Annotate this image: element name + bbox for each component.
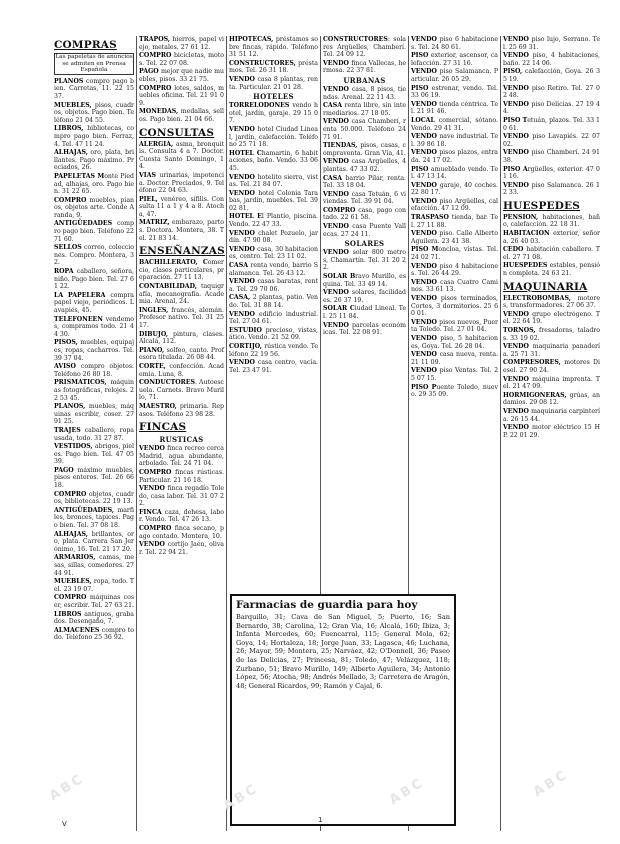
finca-ad: VENDO casa Chamberí, renta 50.000. Teléfono 24 71 91. [323, 118, 406, 141]
finca-ad: VENDO piso, 4 habitaciones, baño. 22 14 06. [503, 52, 600, 67]
notice-box [54, 53, 134, 75]
consulta-ad: ALERGIA, asma, bronquitis. Consulta 4 a 7. Doctor. Cuesta Santo Domingo, 14. [139, 140, 224, 171]
compra-ad: COMPRO muebles, pianos, objetos arte. Conde Aranda, 9. [54, 196, 134, 219]
compra-ad: ARMARIOS, camas, mesas, sillas, comedores. 27 44 91. [54, 554, 134, 577]
consulta-ad: MATRIZ, embarazo, partos. Doctora. Montera, 38. Tel. 21 83 14. [139, 219, 224, 242]
compra-ad: ALHAJAS, brillantes, oro, plata. Carrera San Jerónimo, 16. Tel. 21 17 20. [54, 530, 134, 553]
finca-ad: HIPOTECAS, préstamos sobre fincas, rápido. Teléfono 31 51 12. [229, 36, 318, 59]
compra-ad: COMPRO máquinas coser, escribir. Tel. 27 63 21. [54, 594, 135, 609]
finca-ad: VENDO edificio industrial. Tel. 27 04 61. [229, 310, 318, 326]
finca-ad: CONSTRUCTORES, préstamos. Tel. 26 31 18. [229, 59, 318, 75]
finca-ad: SOLAR Bravo Murillo, esquina. Tel. 33 49 14. [323, 273, 406, 288]
watermark: ABC [386, 774, 428, 809]
farmacias-list: Barquillo, 31; Cava de San Miguel, 5; Puerto, 16; San Bernardo, 38; Carolina, 12; Gran Via, 16; Alcalá, 160; Ibiza, 3; Infanta Mercedes, 60; Fuencarral, 115; General Mola, 62; Goya, 14; Hortaleza, 18; Jorge Juan, 33; Lagasca, 46; Luchana, 26; Mayor, 59; Montera, 25; Narváez, 42; O'Donnell, 36; Paseo de las Delicias, 27; Princesa, 81; Toledo, 47; Velázquez, 118; Zurbano, 51; Bravo Murillo, 149; Alberto Aguilera, 34; Antonio López, 56; Atocha, 98; Andrés Mellado, 3; Carretera de Aragón, 48; General Ricardos, 99; Ramón y Cajal, 6. [236, 613, 450, 690]
finca-ad: VENDO solar 800 metros, Chamartín. Tel. 31 20 22. [323, 249, 406, 272]
finca-ad: VENDO piso 4 habitaciones. Tel. 26 44 29. [411, 262, 498, 278]
compra-ad: LA PAPELERA compra papel viejo, periódicos. Lavapiés, 45. [54, 291, 134, 314]
ensenanza-ad: CORTE, confección. Academia. Luna, 8. [139, 362, 224, 378]
finca-ad: VENDO piso Lavapiés. 22 07 02. [503, 133, 600, 148]
finca-ad: CASA, 2 plantas, patio. Vendo. Tel. 31 88 14. [229, 294, 319, 309]
section-heading: MAQUINARIA [503, 280, 588, 293]
section-heading-compras: COMPRAS [54, 39, 117, 51]
compra-ad: PRISMATICOS, máquinas fotográficas, relojes. 22 53 45. [54, 379, 134, 402]
finca-ad: PISO exterior, ascensor, calefacción. 27 31 16. [411, 52, 498, 67]
finca-ad: PISO Moncloa, vistas. Tel. 24 02 71. [411, 246, 498, 262]
finca-ad: VENDO pisos terminados, Cortes, 3 dormitorios. 25 60 01. [411, 295, 498, 318]
finca-ad: SOLAR Ciudad Lineal. Tel. 25 11 84. [323, 305, 407, 320]
finca-ad: VENDO piso Ventas. Tel. 25 07 15. [411, 367, 499, 382]
compra-ad: VESTIDOS, abrigos, pieles. Pago bien. Tel. 47 05 39. [54, 443, 135, 466]
finca-ad: VENDO tienda céntrica. Tel. 21 91 46. [411, 100, 498, 116]
column-2 [136, 36, 226, 831]
margin-mark-left: V [62, 820, 67, 828]
watermark: ABC [220, 780, 262, 815]
finca-ad: CASA renta libre, sin intermediarios. 27 18 05. [323, 102, 407, 117]
finca-ad: FINCA caza, dehesa, labor. Vendo. Tel. 47 26 13. [139, 508, 224, 524]
compra-ad: MUEBLES, ropa, todo. Tel. 23 19 07. [54, 578, 134, 593]
compra-ad: ANTIGÜEDADES, marfiles, bronces, tapices. Pago bien. Tel. 37 08 18. [54, 506, 134, 530]
compra-ad: LIBROS, bibliotecas, compro pago bien. Ferraz, 4. Tel. 47 11 24. [54, 125, 134, 148]
finca-ad: PISO Puente Toledo, nuevo. 29 35 09. [411, 383, 498, 399]
farmacias-title: Farmacias de guardia para hoy [236, 599, 418, 611]
finca-ad: VENDO casa centro, vacía. Tel. 23 47 91. [229, 359, 318, 374]
finca-ad: VENDO piso Delicias. 27 19 44. [503, 100, 600, 116]
huespedes-ad: CEDO habitación caballero. Tel. 27 71 08. [503, 246, 600, 261]
ensenanza-ad: BACHILLERATO, Comercio, clases particulares, preparación. 27 11 13. [139, 259, 224, 282]
finca-ad: LOCAL comercial, sótano. Vendo. 29 41 31. [411, 116, 498, 132]
finca-ad: TRASPASO tienda, bar. Tel. 27 11 88. [411, 214, 498, 229]
huespedes-ad: HUESPEDES estables, pensión completa. 24 63 21. [503, 262, 600, 278]
maquinaria-ad: ELECTROBOMBAS, motores, transformadores. 27 06 37. [503, 294, 600, 310]
finca-ad: ESTUDIO precioso, vistas, ático. Vendo. 21 52 09. [229, 326, 318, 342]
finca-ad: VENDO hotel Colonia Tarabas, jardín, muebles. Tel. 39 02 81. [229, 189, 318, 212]
compra-ad: PAGO mejor que nadie muebles, pisos. 33 21 75. [139, 68, 224, 83]
finca-ad: VENDO casa, 30 habitaciones, centro. Tel. 23 11 02. [229, 245, 318, 261]
section-heading: ENSEÑANZAS [139, 245, 225, 258]
subsection-heading: RUSTICAS [159, 435, 204, 445]
classifieds-page [52, 36, 602, 831]
ensenanza-ad: CONDUCTORES. Autoescuela. Carnets. Bravo Murillo, 71. [139, 379, 224, 402]
finca-ad: PISO, calefacción, Goya. 26 35 19. [503, 68, 600, 83]
finca-ad: VENDO casa Tetuán, 6 viviendas. Tel. 39 91 04. [323, 190, 406, 206]
finca-ad: VENDO piso Salamanca. 26 12 33. [503, 181, 600, 197]
compra-ad: ANTIGÜEDADES compro pago bien. Teléfono 22 71 60. [54, 220, 134, 243]
compra-ad: SELLOS correo, colecciones. Compro. Montera, 32. [54, 244, 134, 267]
finca-ad: VENDO piso 6 habitaciones. Tel. 24 80 61. [411, 36, 498, 51]
finca-ad: COMPRO fincas rústicas. Particular. 21 16 18. [139, 468, 224, 484]
ensenanza-ad: CONTABILIDAD, taquigrafía, mecanografía. Academia. Arenal, 24. [139, 283, 224, 306]
maquinaria-ad: VENDO maquinaria panadería. 25 71 31. [503, 343, 600, 358]
finca-ad: VENDO nave industrial. Tel. 39 86 18. [411, 133, 498, 148]
compra-ad: AVISO compro objetos. Teléfono 26 80 18. [54, 363, 134, 378]
finca-ad: VENDO pisos nuevos, Puerta Toledo. Tel. 27 01 04. [411, 318, 498, 334]
finca-ad: VENDO garaje, 40 coches. 22 80 17. [411, 181, 498, 197]
finca-ad: COMPRO casa, pago contado. 22 61 58. [323, 206, 406, 222]
compra-ad: PLANOS, muebles, máquinas escribir, coser. 27 91 25. [54, 403, 134, 426]
finca-ad: VENDO parcelas económicas. Tel. 22 08 91. [323, 321, 406, 337]
finca-ad: VENDO casa nueva, renta. 21 11 09. [411, 351, 498, 366]
finca-ad: HOTEL El Plantío, piscina. Vendo. 22 47 33. [229, 213, 318, 229]
huespedes-ad: PENSION, habitaciones, baño, calefacción. 22 18 31. [503, 213, 600, 229]
maquinaria-ad: COMPRESORES, motores Diesel. 27 90 24. [503, 359, 600, 374]
compra-ad: COMPRO objetos, cuadros, bibliotecas. 22 19 13. [54, 490, 134, 506]
maquinaria-ad: VENDO máquina imprenta. Tel. 21 47 09. [503, 375, 600, 391]
compra-ad: ALHAJAS, oro, plata, brillantes. Pago máximo. Preciados, 26. [54, 149, 134, 172]
watermark: ABC [530, 766, 572, 801]
compra-ad: COMPRO bicicletas, motos. Tel. 22 07 08. [139, 52, 224, 67]
compra-ad: MONEDAS, medallas, sellos. Pago bien. 21 04 66. [139, 108, 224, 123]
finca-ad: VENDO casas baratas, renta. Tel. 29 70 06. [229, 278, 318, 293]
finca-ad: VENDO casa Puente Vallecas. 27 24 11. [323, 223, 406, 238]
finca-ad: VENDO piso Retiro. Tel. 27 02 48. [503, 84, 600, 100]
compra-ad: COMPRO lotes, saldos, muebles oficina. Tel. 21 91 09. [139, 84, 224, 107]
finca-ad: CONSTRUCTORES: solares Argüelles, Chamberí. Tel. 24 09 12. [323, 36, 406, 59]
compra-ad: ALMACENES compro todo. Teléfono 25 36 92. [54, 626, 134, 642]
maquinaria-ad: VENDO maquinaria carpintería. 26 15 44. [503, 407, 600, 423]
finca-ad: VENDO finca regadío Toledo, casa labor. Tel. 31 07 22. [139, 485, 224, 508]
subsection-heading: HOTELES [253, 92, 294, 102]
notice-text: Las papeletas de anuncios se admiten en Prensa Española [55, 54, 133, 74]
compra-ad: PLANOS compro pago bien. Carretas, 11. 22 15 37. [54, 77, 134, 100]
compra-ad: PISOS, muebles, equipajes, ropas, cacharros. Tel. 39 37 04. [54, 339, 134, 362]
compra-ad: MUEBLES, pisos, cuadros, objetos. Pago bien. Teléfono 21 04 55. [54, 101, 134, 124]
finca-ad: VENDO pisos plazos, entrada. 24 17 02. [411, 149, 498, 164]
finca-ad: TORRELODONES vendo hotel, jardín, garaje. 29 15 07. [229, 102, 318, 125]
ensenanza-ad: PIANO, solfeo, canto. Profesora titulada. 26 08 44. [139, 346, 224, 362]
finca-ad: VENDO piso Argüelles, calefacción. 47 12 09. [411, 197, 498, 213]
finca-ad: VENDO piso Chamberí. 24 91 38. [503, 149, 600, 164]
margin-mark-bottom: 1 [318, 816, 323, 824]
finca-ad: TIENDAS, pisos, casas, compraventa. Gran Vía, 41. [323, 142, 407, 157]
finca-ad: VENDO casa Cuatro Caminos. 33 61 13. [411, 278, 498, 294]
finca-ad: CASA renta vendo, barrio Salamanca. Tel. 26 43 12. [229, 262, 319, 277]
finca-ad: CASA barrio Pilar, renta. Tel. 33 18 04. [323, 174, 406, 190]
finca-ad: COMPRO finca secano, pago contado. Montera, 10. [139, 525, 224, 540]
maquinaria-ad: VENDO motor eléctrico 15 HP. 22 01 29. [503, 424, 600, 439]
finca-ad: VENDO cortijo Jaén, olivar. Tel. 22 94 21. [139, 541, 224, 556]
compra-ad: TELEFONEEN vendemos, compramos todo. 21 44 30. [54, 315, 134, 338]
finca-ad: PISO Tetuán, plazos. Tel. 33 10 61. [503, 116, 600, 132]
section-heading: FINCAS [139, 421, 187, 434]
finca-ad: CORTIJO, rústica vendo. Teléfono 22 19 56. [229, 342, 318, 358]
finca-ad: VENDO casa 8 plantas, renta. Particular. 21 01 28. [229, 75, 318, 91]
finca-ad: VENDO finca recreo cerca Madrid, agua abundante, arbolado. Tel. 24 71 04. [139, 445, 224, 468]
compra-ad: PAGO máximo muebles, pisos enteros. Tel. 26 66 18. [54, 466, 134, 490]
maquinaria-ad: HORMIGONERAS, grúas, andamios. 29 08 12. [503, 391, 600, 407]
huespedes-ad: HABITACION exterior, señora. 26 40 03. [503, 230, 600, 245]
finca-ad: PISO estrenar, vendo. Tel. 33 06 19. [411, 84, 498, 100]
finca-ad: VENDO hotel Ciudad Lineal, jardín, calefacción. Teléfono 25 71 18. [229, 125, 318, 149]
compra-ad: ROPA caballero, señora, niño. Pago bien. Tel. 27 61 22. [54, 268, 134, 291]
compra-ad: TRAJES caballero, ropa usada, todo. 31 27 87. [54, 426, 134, 442]
ensenanza-ad: INGLES, francés, alemán. Profesor nativo. Tel. 31 25 17. [139, 306, 224, 329]
finca-ad: VENDO casa, 8 pisos, tiendas. Arenal. 22 11 43. [323, 85, 406, 101]
finca-ad: VENDO piso Salamanca. Particular. 26 05 29. [411, 68, 498, 83]
maquinaria-ad: VENDO grupo electrógeno. Tel. 22 64 19. [503, 310, 600, 326]
finca-ad: VENDO piso lujo, Serrano. Tel. 25 69 31. [503, 36, 600, 51]
consulta-ad: VIAS urinarias, impotencia. Doctor. Preciados, 9. Teléfono 22 04 63. [139, 171, 224, 195]
subsection-heading: SOLARES [344, 239, 385, 249]
finca-ad: PISO Argüelles, exterior. 47 01 16. [503, 165, 600, 181]
compra-ad: TRAPOS, hierros, papel viejo, metales. 27 61 12. [139, 36, 224, 51]
finca-ad: VENDO solares, facilidades. 26 37 19. [323, 289, 406, 304]
finca-ad: VENDO piso, 5 habitaciones, Goya. Tel. 26 28 04. [411, 334, 498, 350]
compra-ad: LIBROS antiguos, grabados. Desengaño, 7. [54, 610, 134, 626]
farmacias-box [230, 594, 456, 826]
finca-ad: VENDO finca Vallecas, hermosa. 22 37 81. [323, 59, 406, 75]
compra-ad: PAPELETAS Monte Piedad, alhajas, oro. Pago bien. 31 22 65. [54, 172, 134, 196]
watermark: ABC [46, 770, 88, 805]
section-heading: HUESPEDES [503, 199, 581, 212]
finca-ad: VENDO piso. Calle Alberto Aguilera. 23 41 38. [411, 230, 498, 245]
finca-ad: VENDO chalet Pozuelo, jardín. 47 90 08. [229, 229, 318, 245]
consulta-ad: PIEL, venéreo, sífilis. Consulta 11 a 1 y 4 a 8. Atocha, 47. [139, 195, 224, 218]
column-6 [500, 36, 602, 831]
ensenanza-ad: DIBUJO, pintura, clases. Alcalá, 112. [139, 330, 224, 346]
subsection-heading: URBANAS [343, 75, 386, 85]
section-heading: CONSULTAS [139, 126, 215, 139]
finca-ad: VENDO casa Argüelles, 4 plantas. 47 33 02. [323, 158, 406, 173]
finca-ad: PISO amueblado vendo. Tel. 47 13 14. [411, 165, 498, 181]
ensenanza-ad: MAESTRO, primaria. Repasos. Teléfono 23 98 28. [139, 402, 224, 418]
column-1 [52, 36, 136, 831]
finca-ad: VENDO hotelito sierra, vistas. Tel. 21 84 07. [229, 173, 318, 189]
maquinaria-ad: TORNOS, fresadoras, taladros. 33 19 02. [503, 327, 600, 342]
finca-ad: HOTEL Chamartín, 6 habitaciones, baño. Vendo. 33 06 45. [229, 149, 318, 172]
